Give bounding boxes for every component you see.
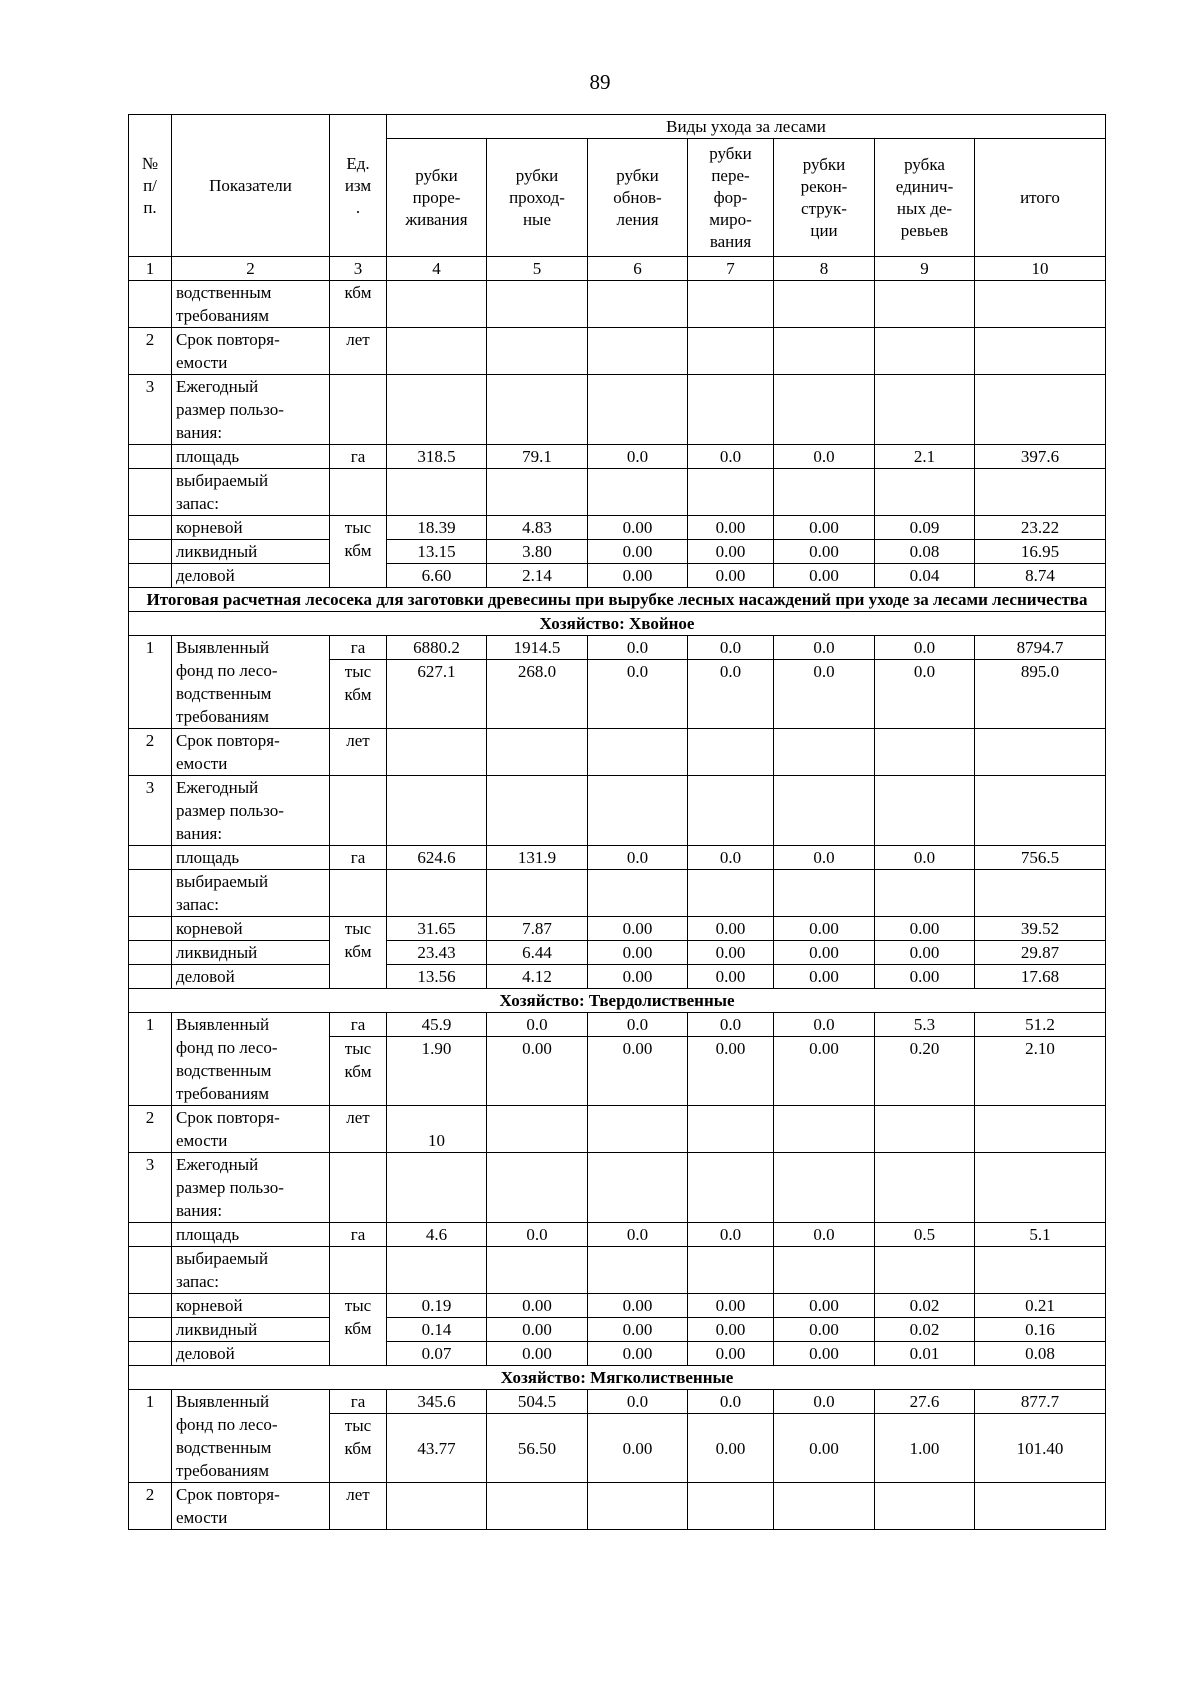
table-row bbox=[129, 941, 1106, 965]
value-cell: 0.08 bbox=[875, 540, 975, 564]
value-cell: 0.0 bbox=[688, 660, 774, 729]
value-cell: 0.00 bbox=[588, 1037, 688, 1106]
table-row bbox=[129, 1294, 1106, 1318]
value-cell: 5.1 bbox=[975, 1223, 1106, 1247]
value-cell: 0.0 bbox=[588, 445, 688, 469]
value-cell: 0.09 bbox=[875, 516, 975, 540]
row-label: Срок повторя- емости bbox=[172, 1106, 330, 1153]
row-label: Срок повторя- емости bbox=[172, 729, 330, 776]
value-cell: 0.00 bbox=[688, 1037, 774, 1106]
table-row bbox=[129, 965, 1106, 989]
row-label: ликвидный bbox=[172, 540, 330, 564]
table-row bbox=[129, 281, 1106, 328]
section-title-softwood: Хозяйство: Мягколиственные bbox=[129, 1366, 1106, 1390]
table-row bbox=[129, 729, 1106, 776]
value-cell: 10 bbox=[387, 1106, 487, 1153]
value-cell: 0.00 bbox=[588, 965, 688, 989]
value-cell: 0.0 bbox=[588, 846, 688, 870]
value-cell: 877.7 bbox=[975, 1390, 1106, 1414]
row-label: Выявленный фонд по лесо- водственным требованиям bbox=[172, 1390, 330, 1483]
value-cell: 8794.7 bbox=[975, 636, 1106, 660]
value-cell: 0.0 bbox=[588, 1390, 688, 1414]
header-care-types: Виды ухода за лесами bbox=[387, 115, 1106, 139]
value-cell: 45.9 bbox=[387, 1013, 487, 1037]
value-cell: 101.40 bbox=[975, 1414, 1106, 1483]
row-label: Ежегодный размер пользо- вания: bbox=[172, 1153, 330, 1223]
table-row bbox=[129, 917, 1106, 941]
row-label: выбираемый запас: bbox=[172, 469, 330, 516]
header-type-6: рубка единич- ных де- ревьев bbox=[875, 139, 975, 257]
value-cell: 895.0 bbox=[975, 660, 1106, 729]
header-number: № п/ п. bbox=[129, 115, 172, 257]
value-cell: 0.00 bbox=[774, 965, 875, 989]
forest-care-table bbox=[128, 114, 1106, 1530]
value-cell: 0.0 bbox=[875, 846, 975, 870]
unit-cell: га bbox=[330, 445, 387, 469]
value-cell: 318.5 bbox=[387, 445, 487, 469]
value-cell: 56.50 bbox=[487, 1414, 588, 1483]
column-number-row bbox=[129, 257, 1106, 281]
value-cell: 18.39 bbox=[387, 516, 487, 540]
row-label: Выявленный фонд по лесо- водственным требованиям bbox=[172, 636, 330, 729]
value-cell: 79.1 bbox=[487, 445, 588, 469]
unit-cell: тыс кбм bbox=[330, 1294, 387, 1366]
header-indicators: Показатели bbox=[172, 115, 330, 257]
value-cell: 13.56 bbox=[387, 965, 487, 989]
value-cell: 0.0 bbox=[774, 636, 875, 660]
value-cell: 4.12 bbox=[487, 965, 588, 989]
row-label: водственным требованиям bbox=[172, 281, 330, 328]
value-cell: 2.10 bbox=[975, 1037, 1106, 1106]
table-row bbox=[129, 846, 1106, 870]
value-cell: 0.0 bbox=[774, 1223, 875, 1247]
value-cell: 0.0 bbox=[774, 445, 875, 469]
value-cell: 0.00 bbox=[487, 1037, 588, 1106]
value-cell: 0.0 bbox=[588, 660, 688, 729]
unit-cell: тыс кбм bbox=[330, 660, 387, 729]
value-cell: 0.0 bbox=[588, 1223, 688, 1247]
value-cell: 0.00 bbox=[588, 1294, 688, 1318]
table-row bbox=[129, 1318, 1106, 1342]
value-cell: 0.0 bbox=[688, 445, 774, 469]
value-cell: 0.0 bbox=[774, 660, 875, 729]
value-cell: 5.3 bbox=[875, 1013, 975, 1037]
value-cell: 397.6 bbox=[975, 445, 1106, 469]
row-label: корневой bbox=[172, 516, 330, 540]
row-number: 2 bbox=[129, 1106, 172, 1153]
value-cell: 0.04 bbox=[875, 564, 975, 588]
header-type-4: рубки пере- фор- миро- вания bbox=[688, 139, 774, 257]
unit-cell: лет bbox=[330, 328, 387, 375]
value-cell: 0.00 bbox=[588, 1414, 688, 1483]
value-cell: 17.68 bbox=[975, 965, 1106, 989]
row-label: выбираемый запас: bbox=[172, 870, 330, 917]
value-cell: 2.14 bbox=[487, 564, 588, 588]
value-cell: 0.00 bbox=[688, 917, 774, 941]
value-cell: 0.07 bbox=[387, 1342, 487, 1366]
value-cell: 0.00 bbox=[588, 1342, 688, 1366]
value-cell: 23.43 bbox=[387, 941, 487, 965]
value-cell: 0.00 bbox=[774, 1037, 875, 1106]
value-cell: 0.0 bbox=[875, 636, 975, 660]
value-cell: 1.90 bbox=[387, 1037, 487, 1106]
unit-cell: га bbox=[330, 846, 387, 870]
value-cell: 627.1 bbox=[387, 660, 487, 729]
row-number: 1 bbox=[129, 636, 172, 729]
value-cell: 0.00 bbox=[487, 1294, 588, 1318]
row-label: ликвидный bbox=[172, 1318, 330, 1342]
unit-cell: тыс кбм bbox=[330, 917, 387, 989]
value-cell: 0.00 bbox=[688, 1414, 774, 1483]
value-cell: 0.00 bbox=[588, 1318, 688, 1342]
value-cell: 1914.5 bbox=[487, 636, 588, 660]
column-number: 3 bbox=[330, 257, 387, 281]
value-cell: 0.00 bbox=[588, 564, 688, 588]
value-cell: 0.08 bbox=[975, 1342, 1106, 1366]
row-label: площадь bbox=[172, 846, 330, 870]
value-cell: 23.22 bbox=[975, 516, 1106, 540]
value-cell: 0.16 bbox=[975, 1318, 1106, 1342]
value-cell: 0.00 bbox=[774, 1294, 875, 1318]
value-cell: 39.52 bbox=[975, 917, 1106, 941]
value-cell: 0.00 bbox=[688, 1294, 774, 1318]
value-cell: 0.00 bbox=[774, 1318, 875, 1342]
section-title-hardwood: Хозяйство: Твердолиственные bbox=[129, 989, 1106, 1013]
value-cell: 2.1 bbox=[875, 445, 975, 469]
value-cell: 0.19 bbox=[387, 1294, 487, 1318]
unit-cell: га bbox=[330, 636, 387, 660]
value-cell: 0.0 bbox=[774, 846, 875, 870]
column-number: 9 bbox=[875, 257, 975, 281]
value-cell: 4.6 bbox=[387, 1223, 487, 1247]
table-row bbox=[129, 1153, 1106, 1223]
table-row bbox=[129, 469, 1106, 516]
column-number: 5 bbox=[487, 257, 588, 281]
value-cell: 4.83 bbox=[487, 516, 588, 540]
row-number: 2 bbox=[129, 729, 172, 776]
value-cell: 3.80 bbox=[487, 540, 588, 564]
value-cell: 0.00 bbox=[774, 540, 875, 564]
header-type-3: рубки обнов- ления bbox=[588, 139, 688, 257]
column-number: 1 bbox=[129, 257, 172, 281]
value-cell: 0.00 bbox=[588, 540, 688, 564]
value-cell: 16.95 bbox=[975, 540, 1106, 564]
table-row bbox=[129, 1483, 1106, 1530]
value-cell: 0.00 bbox=[875, 965, 975, 989]
table-row bbox=[129, 776, 1106, 846]
value-cell: 131.9 bbox=[487, 846, 588, 870]
table-row bbox=[129, 516, 1106, 540]
value-cell: 0.0 bbox=[688, 846, 774, 870]
unit-cell: га bbox=[330, 1013, 387, 1037]
header-total: итого bbox=[975, 139, 1106, 257]
value-cell: 0.0 bbox=[774, 1390, 875, 1414]
value-cell: 0.0 bbox=[588, 636, 688, 660]
row-label: Срок повторя- емости bbox=[172, 328, 330, 375]
table-row bbox=[129, 445, 1106, 469]
value-cell: 8.74 bbox=[975, 564, 1106, 588]
value-cell: 624.6 bbox=[387, 846, 487, 870]
row-number: 2 bbox=[129, 328, 172, 375]
value-cell: 0.00 bbox=[774, 516, 875, 540]
value-cell: 0.0 bbox=[588, 1013, 688, 1037]
value-cell: 31.65 bbox=[387, 917, 487, 941]
value-cell: 0.0 bbox=[487, 1223, 588, 1247]
value-cell: 345.6 bbox=[387, 1390, 487, 1414]
row-number: 3 bbox=[129, 776, 172, 846]
row-label: корневой bbox=[172, 917, 330, 941]
row-label: площадь bbox=[172, 445, 330, 469]
page-number: 89 bbox=[589, 70, 611, 94]
value-cell: 0.00 bbox=[588, 516, 688, 540]
row-number: 3 bbox=[129, 375, 172, 445]
column-number: 6 bbox=[588, 257, 688, 281]
value-cell: 0.00 bbox=[688, 1318, 774, 1342]
value-cell: 0.00 bbox=[688, 1342, 774, 1366]
row-number: 1 bbox=[129, 1390, 172, 1483]
value-cell: 0.00 bbox=[588, 941, 688, 965]
value-cell: 0.00 bbox=[774, 564, 875, 588]
row-label: ликвидный bbox=[172, 941, 330, 965]
value-cell: 0.02 bbox=[875, 1294, 975, 1318]
value-cell: 0.5 bbox=[875, 1223, 975, 1247]
table-row bbox=[129, 1223, 1106, 1247]
value-cell: 0.00 bbox=[688, 965, 774, 989]
value-cell: 0.00 bbox=[688, 564, 774, 588]
unit-cell: га bbox=[330, 1390, 387, 1414]
value-cell: 0.0 bbox=[688, 1390, 774, 1414]
value-cell: 268.0 bbox=[487, 660, 588, 729]
table-row bbox=[129, 1106, 1106, 1153]
section-title-coniferous: Хозяйство: Хвойное bbox=[129, 612, 1106, 636]
table-row bbox=[129, 564, 1106, 588]
value-cell: 1.00 bbox=[875, 1414, 975, 1483]
column-number: 4 bbox=[387, 257, 487, 281]
row-number: 2 bbox=[129, 1483, 172, 1530]
value-cell: 51.2 bbox=[975, 1013, 1106, 1037]
value-cell: 756.5 bbox=[975, 846, 1106, 870]
value-cell: 504.5 bbox=[487, 1390, 588, 1414]
value-cell: 0.00 bbox=[875, 941, 975, 965]
table-row bbox=[129, 1390, 1106, 1414]
row-number: 3 bbox=[129, 1153, 172, 1223]
value-cell: 0.00 bbox=[875, 917, 975, 941]
value-cell: 0.21 bbox=[975, 1294, 1106, 1318]
row-label: Срок повторя- емости bbox=[172, 1483, 330, 1530]
value-cell: 0.20 bbox=[875, 1037, 975, 1106]
row-label: Ежегодный размер пользо- вания: bbox=[172, 776, 330, 846]
row-label: площадь bbox=[172, 1223, 330, 1247]
column-number: 10 bbox=[975, 257, 1106, 281]
value-cell: 0.00 bbox=[487, 1342, 588, 1366]
row-label: деловой bbox=[172, 1342, 330, 1366]
value-cell: 6.60 bbox=[387, 564, 487, 588]
unit-cell: тыс кбм bbox=[330, 516, 387, 588]
value-cell: 0.14 bbox=[387, 1318, 487, 1342]
unit-cell: тыс кбм bbox=[330, 1414, 387, 1483]
value-cell: 6880.2 bbox=[387, 636, 487, 660]
header-type-1: рубки проре- живания bbox=[387, 139, 487, 257]
value-cell: 0.00 bbox=[588, 917, 688, 941]
value-cell: 0.0 bbox=[774, 1013, 875, 1037]
value-cell: 6.44 bbox=[487, 941, 588, 965]
value-cell: 29.87 bbox=[975, 941, 1106, 965]
value-cell: 0.00 bbox=[774, 941, 875, 965]
unit-cell: лет bbox=[330, 729, 387, 776]
unit-cell: га bbox=[330, 1223, 387, 1247]
column-number: 7 bbox=[688, 257, 774, 281]
row-label: деловой bbox=[172, 564, 330, 588]
table-row bbox=[129, 328, 1106, 375]
table-row bbox=[129, 1247, 1106, 1294]
column-number: 8 bbox=[774, 257, 875, 281]
value-cell: 0.00 bbox=[688, 540, 774, 564]
unit-cell: лет bbox=[330, 1106, 387, 1153]
row-label: выбираемый запас: bbox=[172, 1247, 330, 1294]
unit-cell: тыс кбм bbox=[330, 1037, 387, 1106]
header-unit: Ед. изм . bbox=[330, 115, 387, 257]
row-label: деловой bbox=[172, 965, 330, 989]
row-label: Выявленный фонд по лесо- водственным требованиям bbox=[172, 1013, 330, 1106]
header-type-2: рубки проход- ные bbox=[487, 139, 588, 257]
value-cell: 0.0 bbox=[875, 660, 975, 729]
value-cell: 0.0 bbox=[688, 1223, 774, 1247]
table-row bbox=[129, 870, 1106, 917]
table-row bbox=[129, 375, 1106, 445]
header-type-5: рубки рекон- струк- ции bbox=[774, 139, 875, 257]
value-cell: 43.77 bbox=[387, 1414, 487, 1483]
column-number: 2 bbox=[172, 257, 330, 281]
table-row bbox=[129, 1013, 1106, 1037]
value-cell: 0.0 bbox=[688, 636, 774, 660]
row-label: Ежегодный размер пользо- вания: bbox=[172, 375, 330, 445]
value-cell: 0.00 bbox=[688, 516, 774, 540]
row-label: корневой bbox=[172, 1294, 330, 1318]
value-cell: 0.00 bbox=[774, 1342, 875, 1366]
value-cell: 0.00 bbox=[774, 917, 875, 941]
value-cell: 0.02 bbox=[875, 1318, 975, 1342]
value-cell: 13.15 bbox=[387, 540, 487, 564]
value-cell: 27.6 bbox=[875, 1390, 975, 1414]
summary-title: Итоговая расчетная лесосека для заготовки древесины при вырубке лесных насаждений при уходе за лесами лесничества bbox=[129, 588, 1106, 612]
table-row bbox=[129, 540, 1106, 564]
value-cell: 0.00 bbox=[774, 1414, 875, 1483]
value-cell: 0.0 bbox=[688, 1013, 774, 1037]
value-cell: 0.00 bbox=[487, 1318, 588, 1342]
value-cell: 0.0 bbox=[487, 1013, 588, 1037]
unit-cell: кбм bbox=[330, 281, 387, 328]
value-cell: 0.01 bbox=[875, 1342, 975, 1366]
table-row bbox=[129, 636, 1106, 660]
unit-cell: лет bbox=[330, 1483, 387, 1530]
value-cell: 0.00 bbox=[688, 941, 774, 965]
table-row bbox=[129, 1342, 1106, 1366]
row-number: 1 bbox=[129, 1013, 172, 1106]
value-cell: 7.87 bbox=[487, 917, 588, 941]
